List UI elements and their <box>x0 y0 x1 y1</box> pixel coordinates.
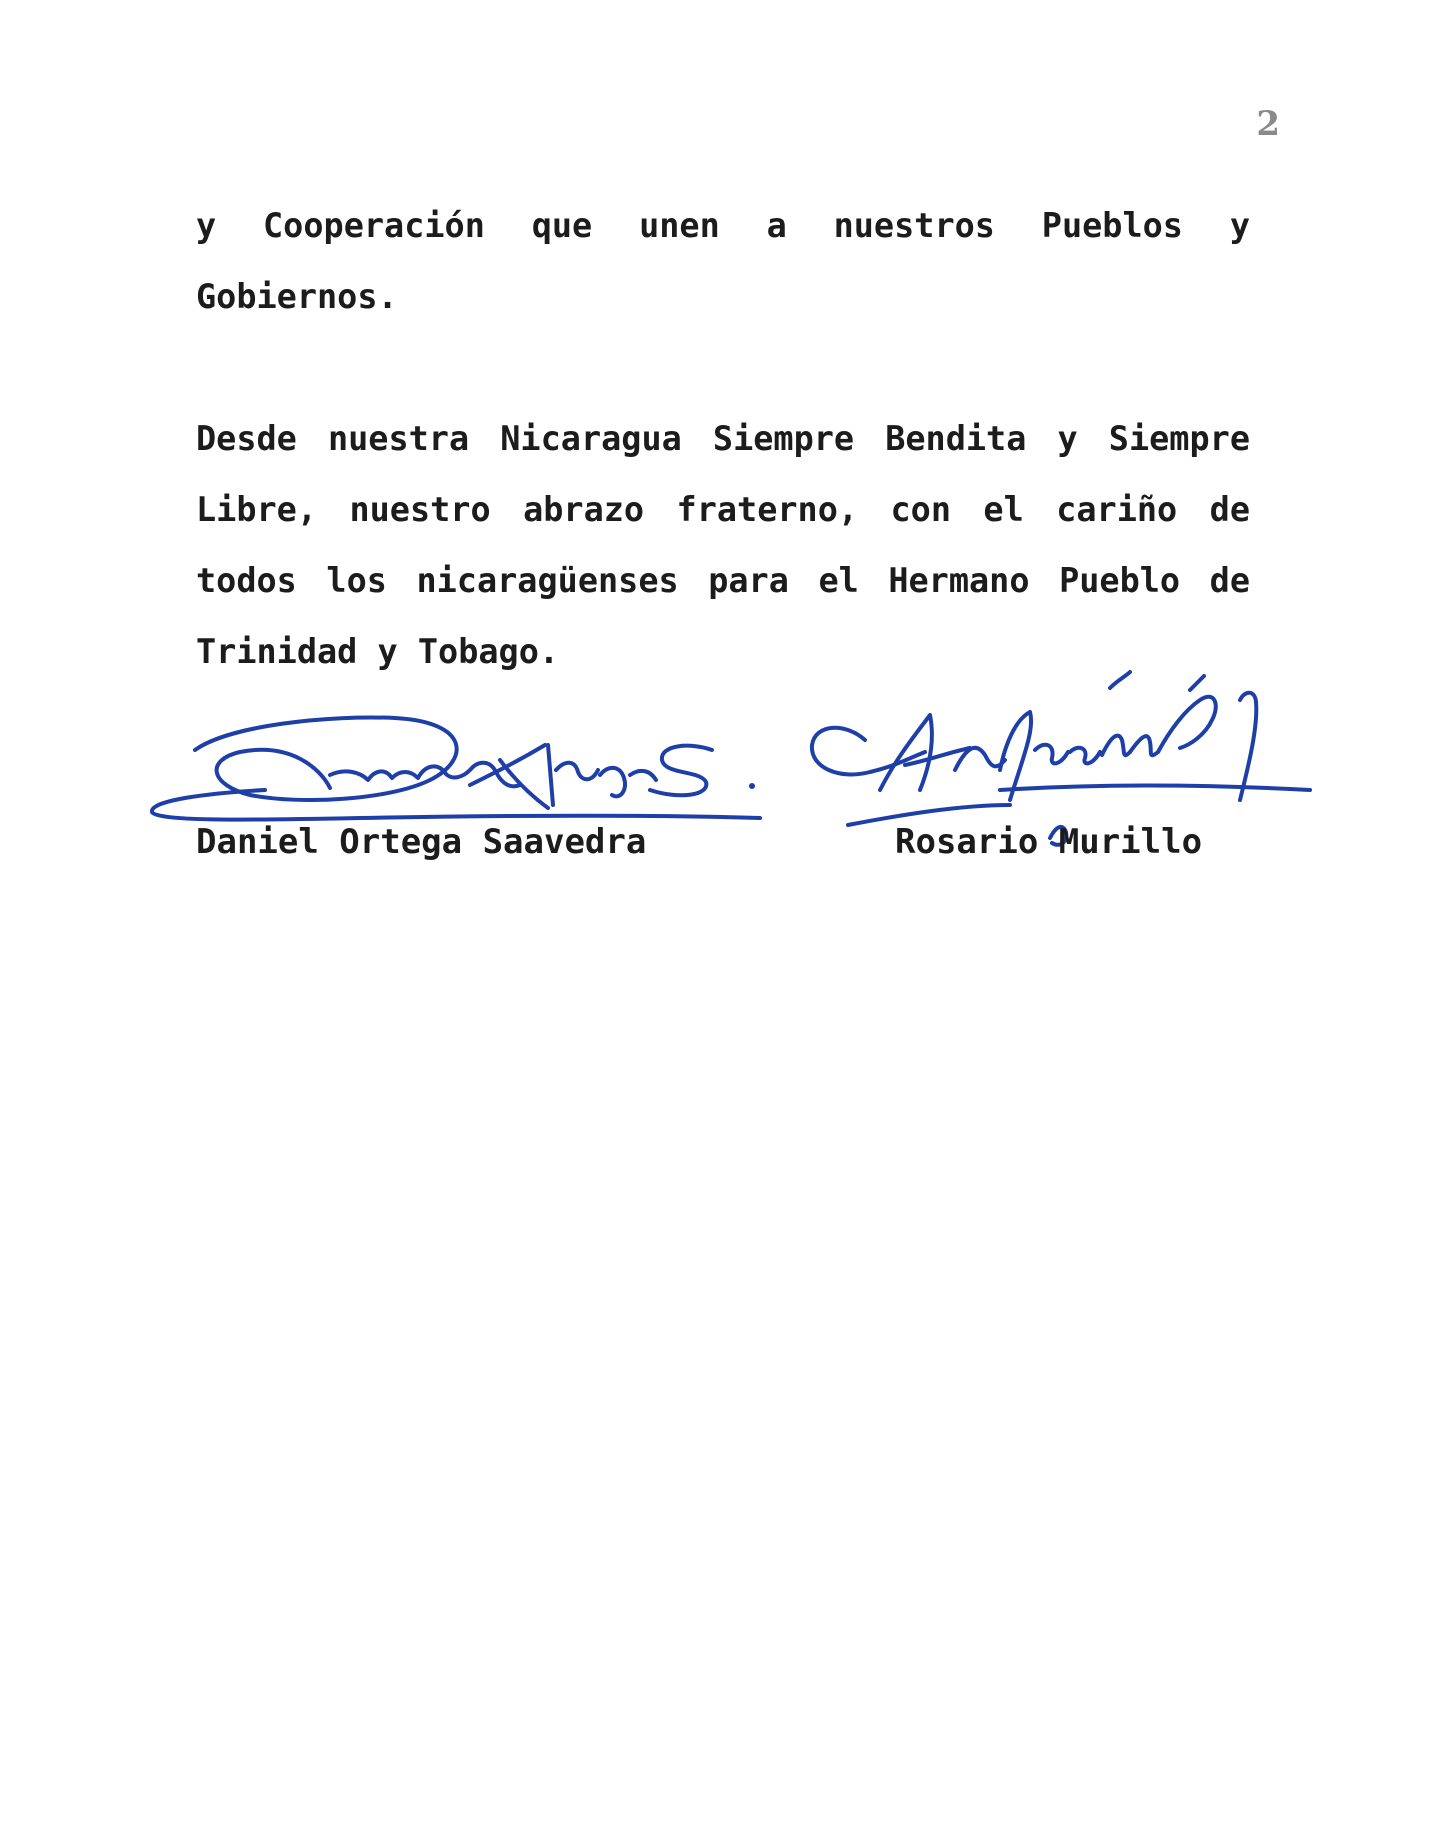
signatory-name-rosario-murillo: Rosario Murillo <box>895 822 1203 862</box>
signature-daniel-ortega-image <box>152 717 760 819</box>
paragraph-closing-cooperation: y Cooperación que unen a nuestros Pueblos y Gobiernos. <box>196 206 1250 316</box>
paragraph-fraternal-greeting: Desde nuestra Nicaragua Siempre Bendita y Siempre Libre, nuestro abrazo fraterno, con el cariño de todos los nicaragüenses para el Hermano Pueblo de Trinidad y Tobago. <box>196 419 1250 671</box>
signatory-name-daniel-ortega: Daniel Ortega Saavedra <box>196 822 647 862</box>
page-number: 2 <box>1256 104 1280 144</box>
signature-rosario-murillo-image <box>812 672 1310 845</box>
